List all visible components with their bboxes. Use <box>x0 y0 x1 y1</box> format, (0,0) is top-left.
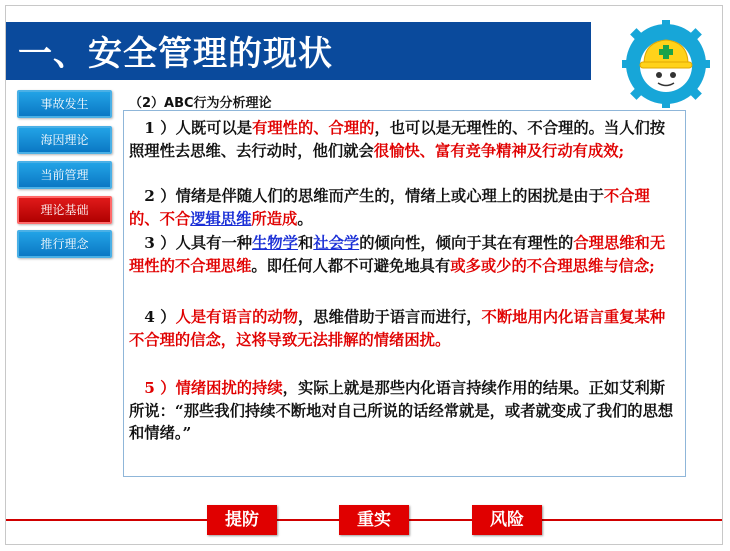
p3-highlight-thinking: 合理思维和无理性的不合理思维 <box>129 234 666 275</box>
paragraph-5 <box>129 377 677 445</box>
p5-highlight-persistence: 5 ）情绪困扰的持续 <box>129 379 283 397</box>
p2-link-logic-thinking[interactable]: 逻辑思维 <box>190 209 252 228</box>
paragraph-3 <box>129 232 677 277</box>
p1-highlight-happy: 很愉快、富有竞争精神及行动有成效 <box>373 141 619 160</box>
p4-highlight-inner-language: 不断地用内化语言重复某种不合理的信念，这将导致无法排解的情绪困扰。 <box>129 308 666 349</box>
footer-button-practical[interactable]: 重实 <box>339 505 409 535</box>
section-subtitle: （2）ABC行为分析理论 <box>129 96 272 111</box>
p4-text-c: ，思维借助于语言而进行， <box>297 308 482 326</box>
p1-text-e: ; <box>618 141 625 160</box>
p3-text-c: 和 <box>297 234 314 252</box>
sidebar-item-current-management[interactable]: 当前管理 <box>17 161 112 189</box>
p4-highlight-language-animal: 人是有语言的动物 <box>175 308 298 326</box>
paragraph-1 <box>129 117 677 162</box>
p1-highlight-rational: 有理性的、合理的 <box>252 119 375 137</box>
paragraph-4 <box>129 306 677 351</box>
p3-text-g: 。即任何人都不可避免地具有 <box>251 256 451 275</box>
p3-link-sociology[interactable]: 社会学 <box>313 234 360 252</box>
page-title: 一、安全管理的现状 <box>18 34 333 74</box>
p1-text-c: ，也可以是无理性的、不合理的。当人们按照理性去思维、去行动时，他们就会 <box>129 119 666 160</box>
p2-text-a: 2 ）情绪是伴随人们的思维而产生的，情绪上或心理上的困扰是由于 <box>129 187 604 205</box>
footer-button-prevent[interactable]: 提防 <box>207 505 277 535</box>
p3-link-biology[interactable]: 生物学 <box>252 234 298 252</box>
sidebar-item-accident-occurrence[interactable]: 事故发生 <box>17 90 112 118</box>
p5-text-b: ，实际上就是那些内化语言持续作用的结果。正如艾利斯所说：“那些我们持续不断地对自己所说的话经常就是，或者就变成了我们的思想和情绪。” <box>129 379 674 443</box>
sidebar-item-heinrich-theory[interactable]: 海因理论 <box>17 126 112 154</box>
safety-helmet-logo-icon <box>622 20 710 108</box>
p1-text-a: 1 ）人既可以是 <box>129 119 253 137</box>
p3-highlight-beliefs: 或多或少的不合理思维与信念; <box>450 256 655 275</box>
p4-text-a: 4 ） <box>129 308 176 326</box>
p2-highlight-caused: 所造成 <box>251 209 298 228</box>
p3-text-a: 3 ）人具有一种 <box>129 234 253 252</box>
p2-text-e: 。 <box>297 209 313 228</box>
sidebar-item-theory-basis[interactable]: 理论基础 <box>17 196 112 224</box>
paragraph-2 <box>129 185 677 230</box>
p3-text-e: 的倾向性，倾向于其在有理性的 <box>359 234 574 252</box>
footer-button-risk[interactable]: 风险 <box>472 505 542 535</box>
p2-highlight-irrational: 不合理的、不合 <box>129 187 650 228</box>
sidebar-item-promotion-concept[interactable]: 推行理念 <box>17 230 112 258</box>
